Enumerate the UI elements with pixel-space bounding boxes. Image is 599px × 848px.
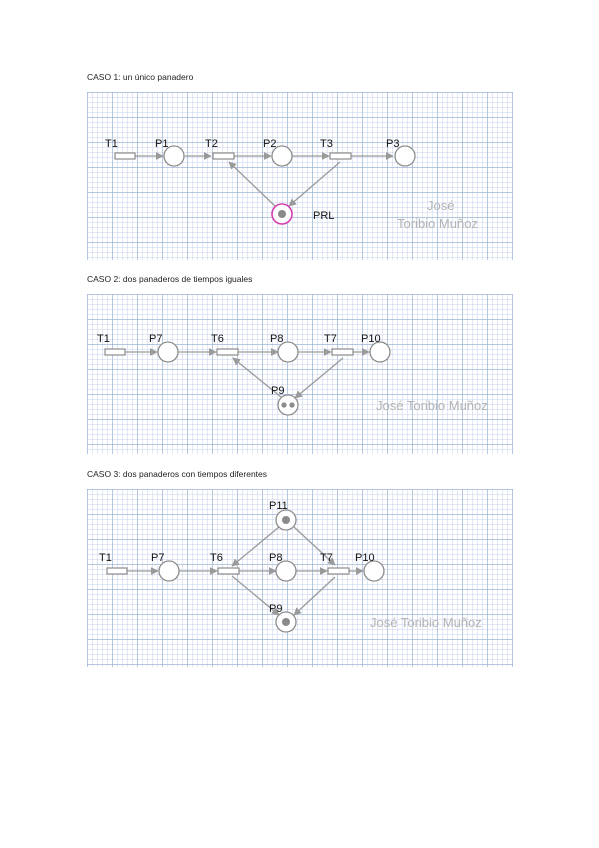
label-p7: P7 [149, 333, 163, 345]
watermark: José Toribio Muñoz [370, 615, 482, 630]
label-p1: P1 [155, 138, 169, 150]
label-t6: T6 [210, 552, 223, 564]
watermark-line-2: Toribio Muñoz [397, 216, 478, 231]
place-p9 [278, 395, 298, 415]
label-t2: T2 [205, 138, 218, 150]
label-p8: P8 [270, 333, 284, 345]
label-p8: P8 [269, 552, 283, 564]
transition-t7 [332, 349, 353, 355]
arc-t7-p9 [295, 358, 343, 398]
arc-t7-p9 [294, 577, 335, 615]
petri-net-diagram-3 [87, 489, 513, 667]
label-t6: T6 [211, 333, 224, 345]
place-p7 [159, 561, 179, 581]
label-p10: P10 [355, 552, 375, 564]
label-t1: T1 [99, 552, 112, 564]
place-p7 [158, 342, 178, 362]
section-1-heading: CASO 1: un único panadero [87, 72, 194, 82]
arc-prl-t2 [229, 162, 275, 206]
label-p9: P9 [271, 385, 285, 397]
token [282, 618, 290, 626]
label-p2: P2 [263, 138, 277, 150]
watermark: José Toribio Muñoz [376, 398, 488, 413]
label-p11: P11 [269, 500, 288, 512]
watermark-line-1: José [427, 198, 455, 213]
place-p8 [276, 561, 296, 581]
label-p7: P7 [151, 552, 165, 564]
transition-t1 [115, 153, 135, 159]
section-2-heading: CASO 2: dos panaderos de tiempos iguales [87, 274, 253, 284]
token [278, 210, 286, 218]
label-prl: PRL [313, 210, 335, 222]
label-t3: T3 [320, 138, 333, 150]
label-t7: T7 [320, 552, 333, 564]
token [281, 402, 286, 407]
label-t7: T7 [324, 333, 337, 345]
transition-t2 [213, 153, 234, 159]
label-t1: T1 [97, 333, 110, 345]
transition-t6 [218, 568, 239, 574]
place-p10 [370, 342, 390, 362]
place-p10 [364, 561, 384, 581]
label-p3: P3 [386, 138, 400, 150]
section-3-heading: CASO 3: dos panaderos con tiempos diferentes [87, 469, 268, 479]
transition-t7 [328, 568, 349, 574]
arc-t3-prl [289, 162, 340, 206]
transition-t6 [217, 349, 238, 355]
transition-t1 [107, 568, 127, 574]
label-p10: P10 [361, 333, 381, 345]
label-t1: T1 [105, 138, 118, 150]
petri-net-diagram-2 [87, 294, 513, 454]
token [289, 402, 294, 407]
petri-net-diagram-1 [87, 92, 513, 260]
place-p8 [278, 342, 298, 362]
token [282, 516, 290, 524]
label-p9: P9 [269, 603, 283, 615]
transition-t1 [105, 349, 125, 355]
transition-t3 [330, 153, 351, 159]
